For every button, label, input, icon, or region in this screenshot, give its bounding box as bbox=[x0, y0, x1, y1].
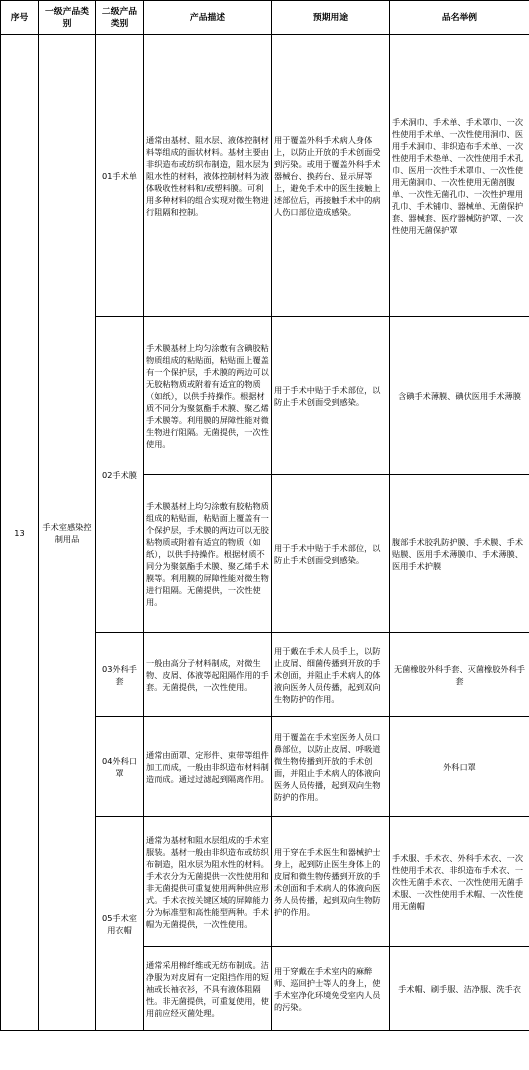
name-examples-cell: 手术服、手术衣、外科手术衣、一次性使用手术衣、非织造布手术衣、一次性无菌手术衣、一次性使用无菌手术服、一次性使用手术帽、一次性使用无菌帽 bbox=[390, 817, 529, 947]
intended-use-cell: 用于手术中贴于手术部位，以防止手术创面受到感染。 bbox=[272, 475, 390, 633]
category2-cell: 03外科手套 bbox=[96, 633, 144, 717]
name-examples-cell: 外科口罩 bbox=[390, 717, 529, 817]
header-category2: 二级产品类别 bbox=[96, 1, 144, 35]
description-cell: 通常采用棉纤维或无纺布制成。洁净服为对皮屑有一定阻挡作用的短袖或长袖衣衫，不具有液体阻隔性。非无菌提供，可重复使用，使用前应经灭菌处理。 bbox=[144, 947, 272, 1031]
intended-use-cell: 用于覆盖在手术室医务人员口鼻部位，以防止皮屑、呼吸道微生物传播到开放的手术创面，并阻止手术病人的体液向医务人员传播，起到双向生物防护的作用。 bbox=[272, 717, 390, 817]
category1-cell: 手术室感染控制用品 bbox=[39, 35, 96, 1031]
category2-cell: 01手术单 bbox=[96, 35, 144, 317]
category2-cell: 04外科口罩 bbox=[96, 717, 144, 817]
description-cell: 通常为基材和阻水层组成的手术室服装。基材一般由非织造布或纺织布制造，阻水层为阻水性的材料。手术衣分为无菌提供一次性使用和非无菌提供可重复使用两种供应形式。手术衣按关键区域的屏障能力分为标准型和高性能型两种。手术帽为无菌提供，一次性使用。 bbox=[144, 817, 272, 947]
description-cell: 通常由基材、阻水层、液体控制材料等组成的面状材料。基材主要由非织造布或纺织布制造，阻水层为阻水性的材料，液体控制材料为液体吸收性材料和/或塑料膜。可利用多种材料的组合实现对微生物进行阻隔和控制。 bbox=[144, 35, 272, 317]
description-cell: 手术膜基材上均匀涂敷有含碘胶粘物质组成的粘贴面，粘贴面上覆盖有一个保护层，手术膜的两边可以无胶粘物质或附着有适宜的物质（如纸），以供手持操作。根据材质不同分为聚氨酯手术膜、聚乙烯手术膜等。利用膜的屏障性能对微生物进行阻隔。无菌提供，一次性使用。 bbox=[144, 317, 272, 475]
category2-cell: 05手术室用衣帽 bbox=[96, 817, 144, 1031]
header-category1: 一级产品类别 bbox=[39, 1, 96, 35]
intended-use-cell: 用于穿在手术医生和器械护士身上，起到防止医生身体上的皮屑和微生物传播到开放的手术创面和手术病人的体液向医务人员传播，起到双向生物防护的作用。 bbox=[272, 817, 390, 947]
intended-use-cell: 用于穿戴在手术室内的麻醉师、巡回护士等人的身上，使手术室净化环境免受室内人员的污染。 bbox=[272, 947, 390, 1031]
intended-use-cell: 用于覆盖外科手术病人身体上，以防止开放的手术创面受到污染。或用于覆盖外科手术器械台、换药台、显示屏等上，避免手术中的医生接触上述部位后，再接触手术中的病人伤口部位造成感染。 bbox=[272, 35, 390, 317]
header-intended-use: 预期用途 bbox=[272, 1, 390, 35]
name-examples-cell: 手术帽、刷手服、洁净服、洗手衣 bbox=[390, 947, 529, 1031]
intended-use-cell: 用于手术中贴于手术部位，以防止手术创面受到感染。 bbox=[272, 317, 390, 475]
header-name-examples: 品名举例 bbox=[390, 1, 529, 35]
table-header-row bbox=[1, 1, 529, 35]
table-row bbox=[1, 35, 529, 317]
description-cell: 通常由面罩、定形件、束带等组件加工而成，一般由非织造布材料制造而成。通过过滤起到隔离作用。 bbox=[144, 717, 272, 817]
description-cell: 一般由高分子材料制成，对微生物、皮屑、体液等起阻隔作用的手套。无菌提供，一次性使用。 bbox=[144, 633, 272, 717]
header-seq: 序号 bbox=[1, 1, 39, 35]
name-examples-cell: 腹部手术胶乳防护膜、手术膜、手术贴膜、医用手术薄膜巾、手术薄膜、医用手术护膜 bbox=[390, 475, 529, 633]
name-examples-cell: 手术洞巾、手术单、手术罩巾、一次性使用手术单、一次性使用洞巾、医用手术洞巾、非织造布手术单、一次性使用手术垫单、一次性使用手术孔巾、医用一次性手术罩巾、一次性使用无菌洞巾、一次性使用无菌剖腹单、一次性无菌孔巾、一次性护理用孔巾、手术铺巾、器械单、无菌保护套、器械套、医疗器械防护罩、一次性使用无菌保护罩 bbox=[390, 35, 529, 317]
name-examples-cell: 无菌橡胶外科手套、灭菌橡胶外科手套 bbox=[390, 633, 529, 717]
name-examples-cell: 含碘手术薄膜、碘伏医用手术薄膜 bbox=[390, 317, 529, 475]
description-cell: 手术膜基材上均匀涂敷有胶粘物质组成的粘贴面，粘贴面上覆盖有一个保护层，手术膜的两边可以无胶粘物质或附着有适宜的物质（如纸），以供手持操作。根据材质不同分为聚氨酯手术膜、聚乙烯手术膜等。利用膜的屏障性能对微生物进行阻隔。无菌提供，一次性使用。 bbox=[144, 475, 272, 633]
category2-cell: 02手术膜 bbox=[96, 317, 144, 633]
intended-use-cell: 用于戴在手术人员手上，以防止皮屑、细菌传播到开放的手术创面，并阻止手术病人的体液向医务人员传播，起到双向生物防护的作用。 bbox=[272, 633, 390, 717]
seq-cell: 13 bbox=[1, 35, 39, 1031]
header-description: 产品描述 bbox=[144, 1, 272, 35]
